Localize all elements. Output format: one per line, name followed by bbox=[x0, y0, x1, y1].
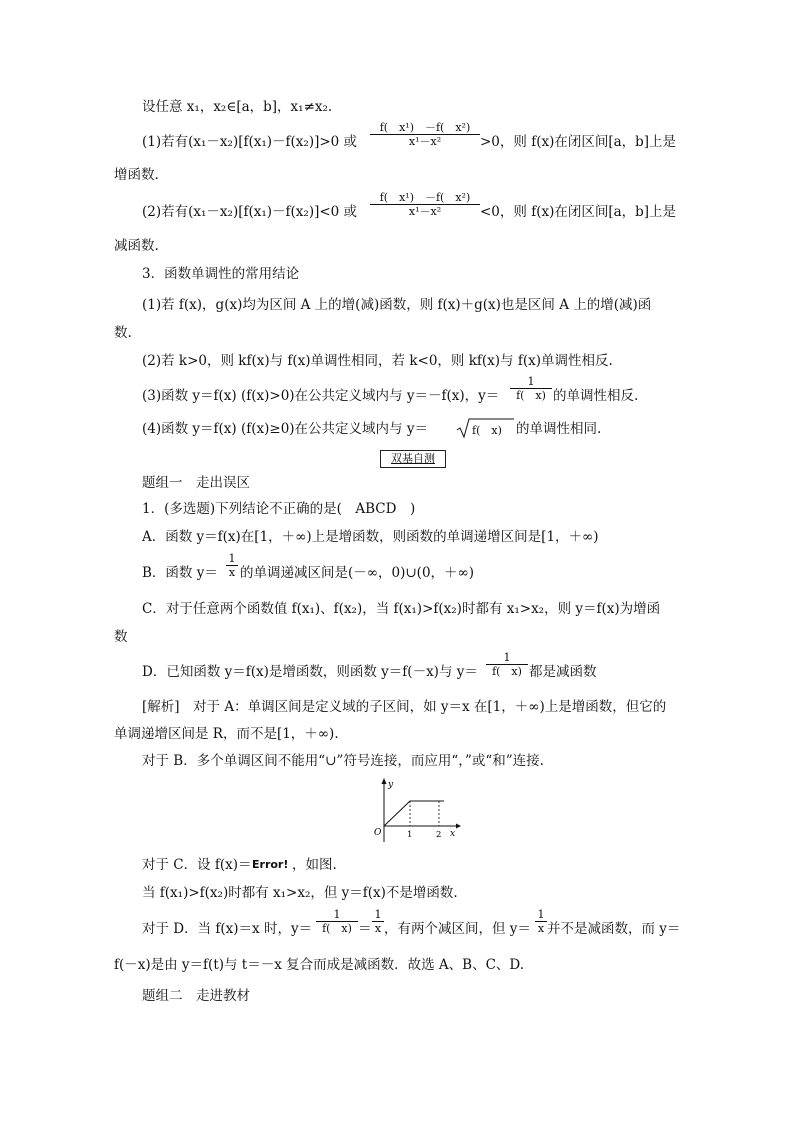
option-b-rest: 的单调递减区间是(－∞，0)∪(0，＋∞) bbox=[240, 565, 475, 581]
section-title-box: 双基自测 bbox=[380, 450, 446, 468]
error-field: Error! bbox=[252, 858, 289, 871]
analysis-line-3: 对于 B．多个单调区间不能用“∪”符号连接，而应用“，”或“和”连接. bbox=[142, 753, 544, 769]
line-8: 数. bbox=[114, 325, 132, 341]
analysis-line-7: f(－x)是由 y＝f(t)与 t＝－x 复合而成是减函数．故选 A、B、C、D. bbox=[114, 957, 525, 973]
y-axis-label: y bbox=[388, 780, 394, 790]
line-7: (1)若 f(x)，g(x)均为区间 A 上的增(减)函数，则 f(x)＋g(x)也是区间 A 上的增(减)函 bbox=[142, 297, 652, 313]
line-5: 减函数. bbox=[114, 238, 159, 254]
x-axis-arrow bbox=[456, 824, 461, 829]
line-1: 设任意 x₁，x₂∈[a，b]，x₁≠x₂. bbox=[142, 99, 333, 115]
analysis-line-1: [解析] 对于 A：单调区间是定义域的子区间，如 y＝x 在[1，＋∞)上是增函数，但它的 bbox=[142, 699, 667, 715]
tick-label-1: 1 bbox=[407, 830, 413, 840]
fraction-difference-quotient-1: $\frac{\text{f( x¹) －f( x²)}}{\text{x¹－x²}}$ bbox=[370, 121, 480, 148]
fraction-reciprocal-1: $\frac{1}{f( x)}$ bbox=[510, 375, 552, 402]
piecewise-function-graph bbox=[366, 776, 462, 844]
analysis-line-4: 对于 C．设 f(x)＝ Error! ，如图. bbox=[0, 850, 794, 880]
function-curve bbox=[384, 801, 444, 826]
sqrt-content: f( x) bbox=[472, 424, 502, 437]
fraction-one-over-x-3: $\frac{1}{x}$ bbox=[535, 908, 547, 935]
option-c-cont: 数 bbox=[114, 629, 128, 645]
question-1: 1．(多选题)下列结论不正确的是( ABCD ) bbox=[142, 501, 416, 517]
origin-label: O bbox=[374, 828, 382, 838]
option-b: B．函数 y＝ bbox=[142, 565, 218, 581]
line-2b: >0，则 f(x)在闭区间[a，b]上是 bbox=[480, 134, 677, 150]
x-axis-label: x bbox=[450, 829, 456, 839]
line-6: 3．函数单调性的常用结论 bbox=[142, 266, 300, 282]
analysis-line-5: 当 f(x₁)>f(x₂)时都有 x₁>x₂，但 y＝f(x)不是增函数. bbox=[142, 885, 458, 901]
tick-label-2: 2 bbox=[436, 830, 442, 840]
line-4b: <0，则 f(x)在闭区间[a，b]上是 bbox=[480, 204, 677, 220]
line-10: (3)函数 y＝f(x) (f(x)>0)在公共定义域内与 y＝－f(x)，y＝ bbox=[142, 388, 500, 404]
analysis-line-6: 对于 D．当 f(x)＝x 时，y＝ bbox=[142, 921, 313, 937]
option-a: A．函数 y＝f(x)在[1，＋∞)上是增函数，则函数的单调递增区间是[1，＋∞) bbox=[142, 529, 599, 545]
line-2: (1)若有(x₁－x₂)[f(x₁)－f(x₂)]>0 或 bbox=[142, 134, 358, 150]
analysis-line-6c: ，有两个减区间，但 y＝ bbox=[384, 921, 531, 937]
line-4: (2)若有(x₁－x₂)[f(x₁)－f(x₂)]<0 或 bbox=[142, 204, 358, 220]
line-9: (2)若 k>0，则 kf(x)与 f(x)单调性相同，若 k<0，则 kf(x)与 f(x)单调性相反. bbox=[142, 353, 613, 369]
fraction-reciprocal-2: $\frac{1}{f( x)}$ bbox=[486, 651, 528, 678]
fraction-reciprocal-3: $\frac{1}{f( x)}$ bbox=[316, 908, 358, 935]
fraction-difference-quotient-2: $\frac{\text{f( x¹) －f( x²)}}{\text{x¹－x²}}$ bbox=[370, 191, 480, 218]
option-d: D．已知函数 y＝f(x)是增函数，则函数 y＝f(－x)与 y＝ bbox=[142, 664, 478, 680]
analysis-line-6b: ＝ bbox=[358, 921, 372, 937]
group-1-title: 题组一 走出误区 bbox=[142, 475, 250, 491]
y-axis-arrow bbox=[382, 778, 387, 784]
option-d-rest: 都是减函数 bbox=[529, 664, 597, 680]
line-11b: 的单调性相同. bbox=[516, 421, 602, 437]
line-3: 增函数. bbox=[114, 167, 159, 183]
fraction-one-over-x-2: $\frac{1}{x}$ bbox=[372, 908, 384, 935]
option-c: C．对于任意两个函数值 f(x₁)、f(x₂)，当 f(x₁)>f(x₂)时都有 x₁>x₂，则 y＝f(x)为增函 bbox=[142, 601, 661, 617]
analysis-line-6d: 并不是减函数，而 y＝ bbox=[547, 921, 681, 937]
line-10b: 的单调性相反. bbox=[553, 388, 639, 404]
group-2-title: 题组二 走进教材 bbox=[142, 988, 250, 1004]
line-11: (4)函数 y＝f(x) (f(x)≥0)在公共定义域内与 y＝ bbox=[142, 421, 428, 437]
analysis-line-2: 单调递增区间是 R，而不是[1，＋∞). bbox=[114, 726, 339, 742]
fraction-one-over-x-1: $\frac{1}{x}$ bbox=[226, 552, 238, 579]
